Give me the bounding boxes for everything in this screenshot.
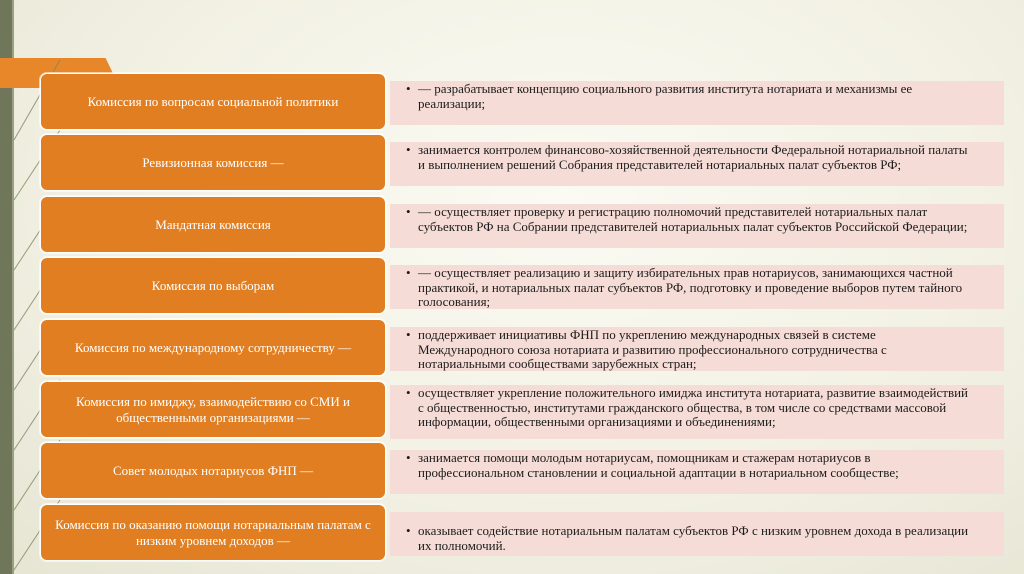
description-text: — разрабатывает концепцию социального развития института нотариата и механизмы ее реализации; [418,81,913,111]
commission-label: Комиссия по имиджу, взаимодействию со СМИ и общественными организациями — [40,381,386,438]
description-text: — осуществляет реализацию и защиту избирательных прав нотариусов, занимающихся частной практикой, и нотариальных палат субъектов РФ, подготовку и проведение выборов путем тайного голосования; [418,265,963,309]
commission-description [390,142,1004,186]
commission-description [390,450,1004,494]
bullet: • [406,204,411,219]
commission-description [390,512,1004,556]
commission-label: Мандатная комиссия [40,196,386,253]
commission-label: Комиссия по международному сотрудничеству — [40,319,386,376]
description-text: поддерживает инициативы ФНП по укреплению международных связей в системе Международного союза нотариата и развитию профессионального сотрудничества с нотариальными сообществами зарубежных стран; [418,327,887,371]
commission-description [390,265,1004,309]
bullet: • [406,385,411,400]
commission-label: Комиссия по выборам [40,257,386,314]
commission-description [390,81,1004,125]
description-text: занимается контролем финансово-хозяйственной деятельности Федеральной нотариальной палаты и выполнением решений Собрания представителей нотариальных палат субъектов РФ; [418,142,968,172]
description-text: занимается помощи молодым нотариусам, помощникам и стажерам нотариусов в профессиональном становлении и социальной адаптации в нотариальном сообществе; [418,450,899,480]
commission-label: Комиссия по оказанию помощи нотариальным палатам с низким уровнем доходов — [40,504,386,561]
bullet: • [406,265,411,280]
commission-label: Ревизионная комиссия — [40,134,386,191]
commission-description [390,204,1004,248]
commission-description [390,327,1004,371]
description-text: — осуществляет проверку и регистрацию полномочий представителей нотариальных палат субъектов РФ на Собрании представителей нотариальных палат субъектов Российской Федерации; [418,204,968,234]
bullet: • [406,142,411,157]
description-text: осуществляет укрепление положительного имиджа института нотариата, развитие взаимодействий с общественностью, институтами гражданского общества, в том числе со средствами массовой информации, общественными организациями и объединениями; [418,385,969,429]
bullet: • [406,523,411,538]
description-text: оказывает содействие нотариальным палатам субъектов РФ с низким уровнем дохода в реализации их полномочий. [418,523,969,553]
bullet: • [406,81,411,96]
commission-description [390,385,1004,439]
bullet: • [406,327,411,342]
bullet: • [406,450,411,465]
commission-label: Комиссия по вопросам социальной политики [40,73,386,130]
commission-label: Совет молодых нотариусов ФНП — [40,442,386,499]
